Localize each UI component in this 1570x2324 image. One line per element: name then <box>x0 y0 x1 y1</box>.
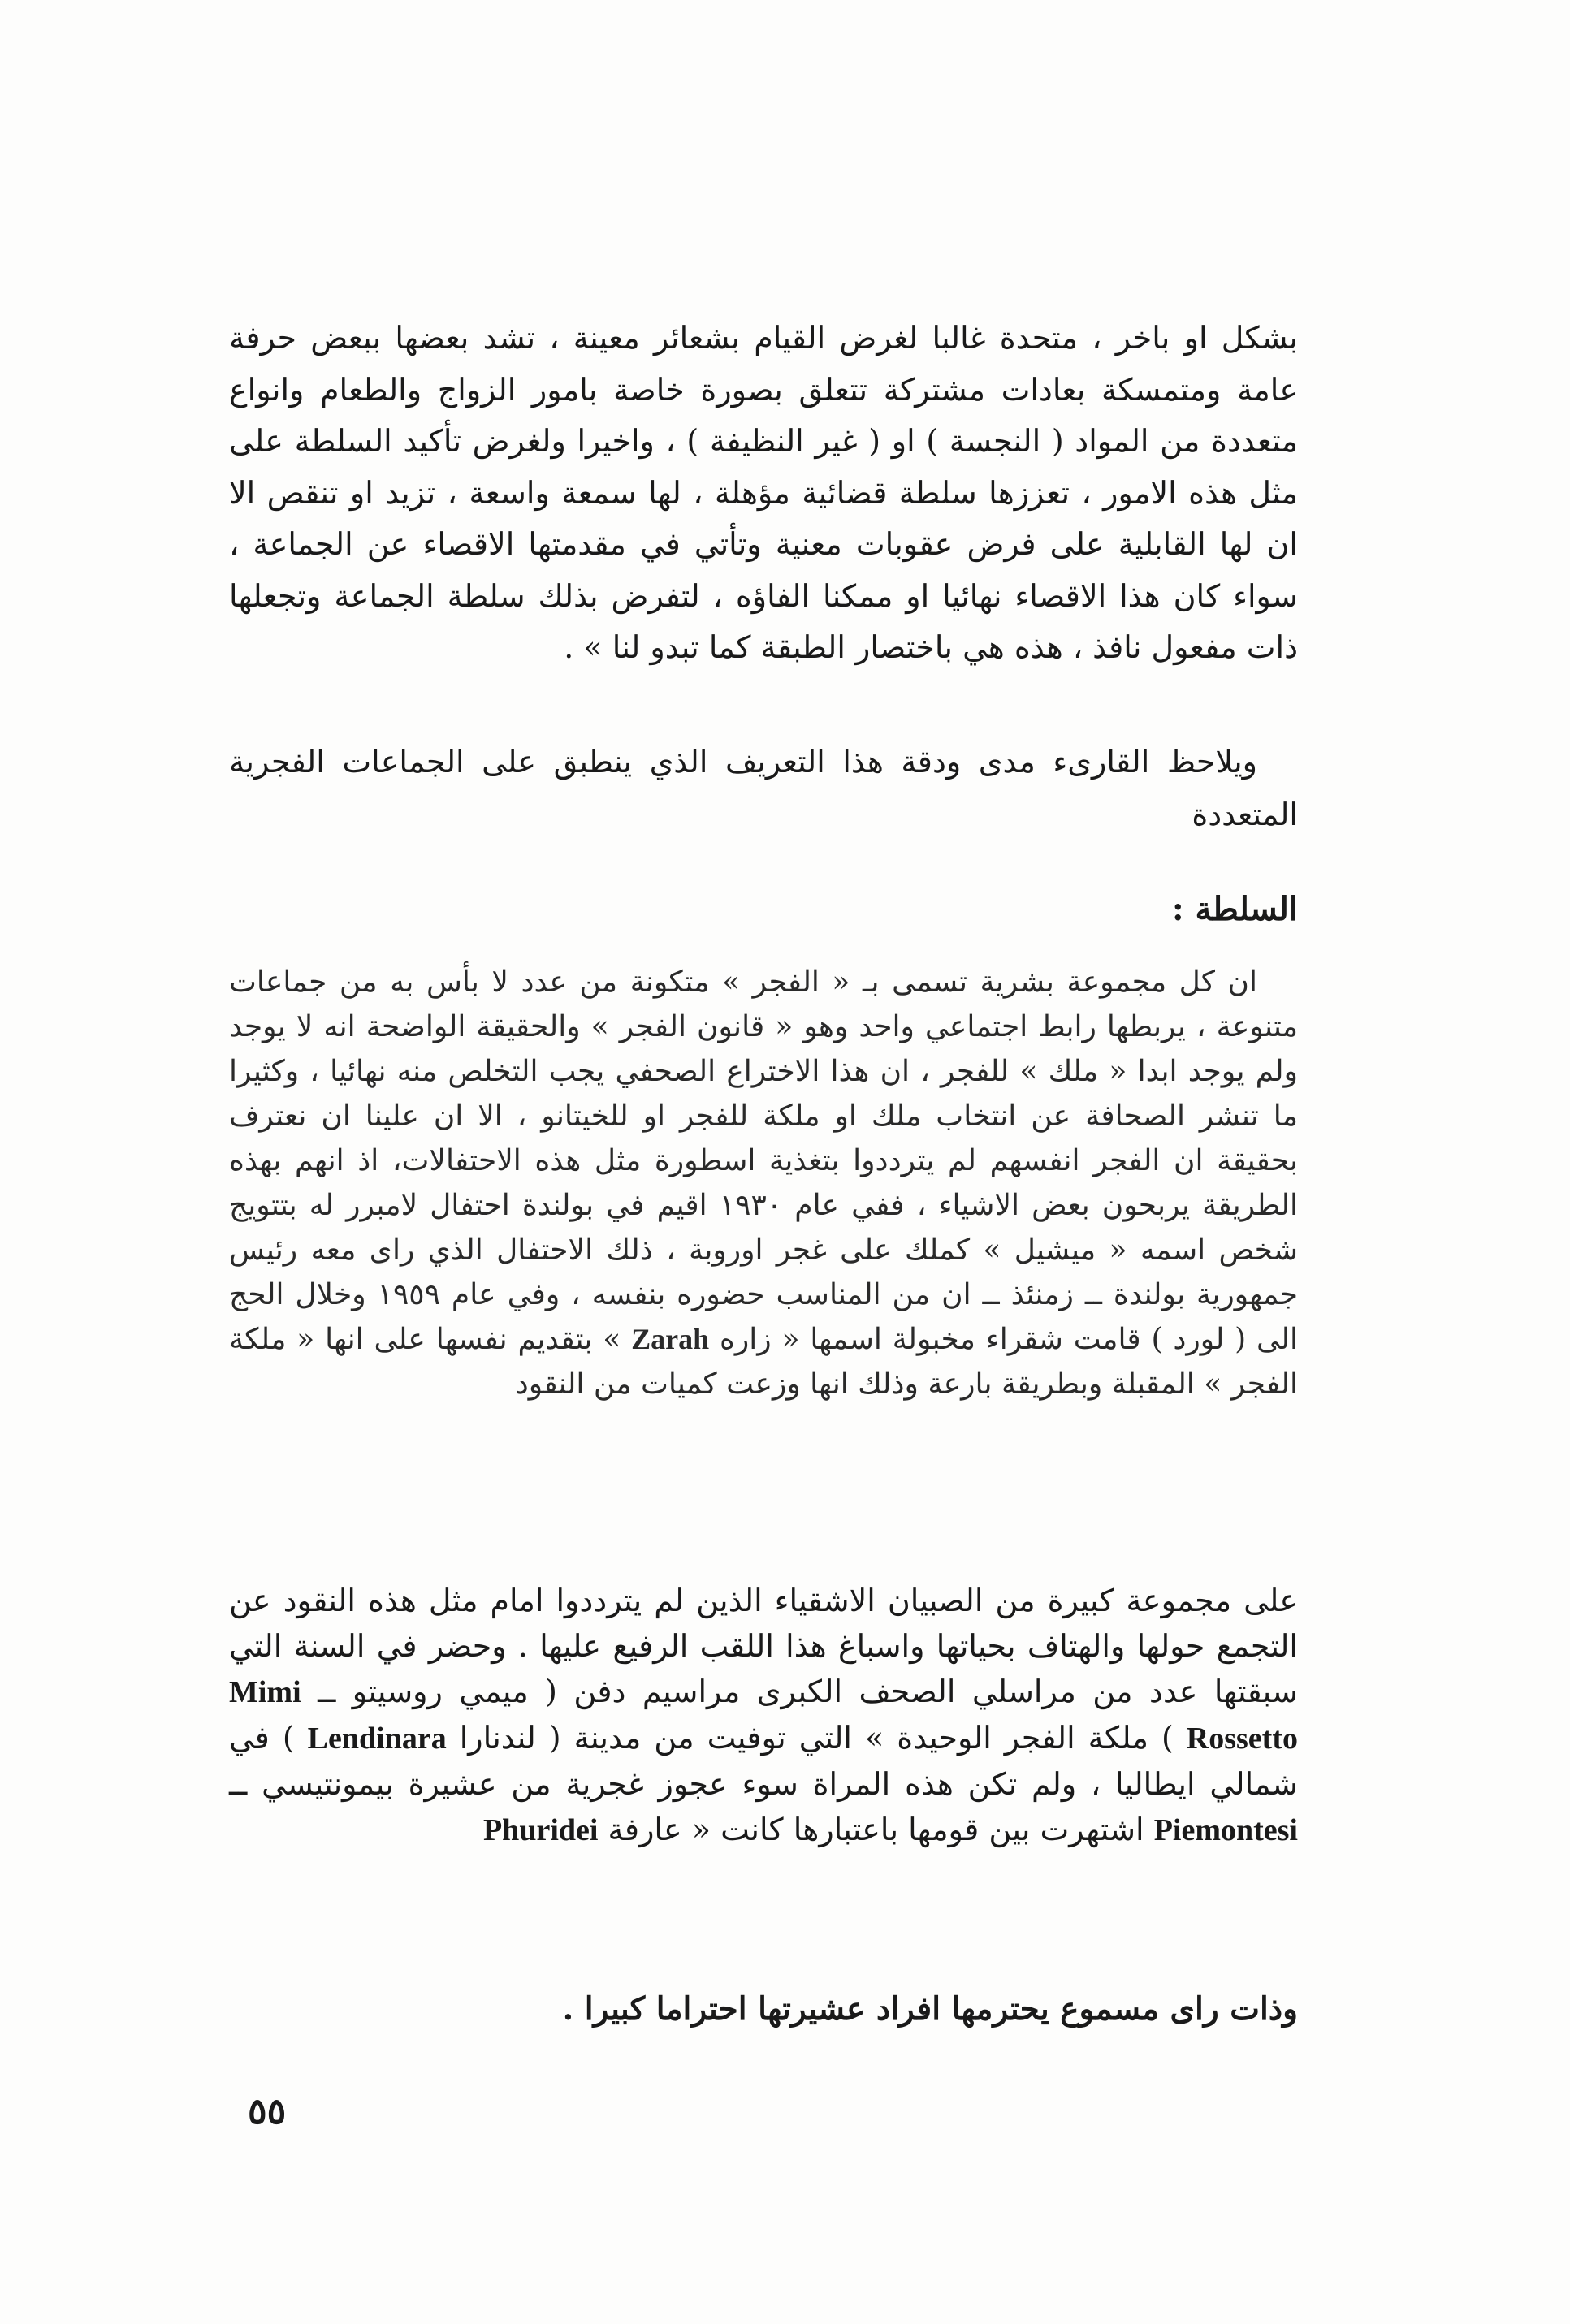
latin-name-phuridei: Phuridei <box>482 1813 599 1847</box>
latin-name-mimi-rossetto: Mimi Rossetto <box>229 1675 1298 1756</box>
latin-name-piemontesi: Piemontesi <box>1153 1813 1298 1847</box>
paragraph-4-part-a: على مجموعة كبيرة من الصبيان الاشقياء الذين لم يترددوا امام مثل هذه النقود عن التجمع حولها والهتاف بحياتها واسباغ هذا اللقب الرفيع عليها . وحضر في السنة التي سبقتها عدد من مراسلي الصحف الكبرى مراسيم دفن ( ميمي روسيتو ــ <box>229 1583 1298 1709</box>
paragraph-3 <box>229 960 1298 1406</box>
latin-name-lendinara: Lendinara <box>307 1721 447 1756</box>
paragraph-1: بشكل او باخر ، متحدة غالبا لغرض القيام بشعائر معينة ، تشد بعضها ببعض حرفة عامة ومتمسكة بعادات مشتركة تتعلق بصورة خاصة بامور الزواج والطعام وانواع متعددة من المواد ( النجسة ) او ( غير النظيفة ) ، واخيرا ولغرض تأكيد السلطة على مثل هذه الامور ، تعززها سلطة قضائية مؤهلة ، لها سمعة واسعة ، تزيد او تنقص الا ان لها القابلية على فرض عقوبات معنية وتأتي في مقدمتها الاقصاء عن الجماعة ، سواء كان هذا الاقصاء نهائيا او ممكنا الفاؤه ، لتفرض بذلك سلطة الجماعة وتجعلها ذات مفعول نافذ ، هذه هي باختصار الطبقة كما تبدو لنا » . <box>229 320 1298 665</box>
paragraph-4-part-b: ) ملكة الفجر الوحيدة » التي توفيت من مدينة ( لندنارا <box>459 1720 1174 1756</box>
paragraph-4-part-c: ) في شمالي ايطاليا ، ولم تكن هذه المراة سوء عجوز غجرية من عشيرة بيمونتيسي ــ <box>229 1720 1298 1802</box>
paragraph-2: ويلاحظ القارىء مدى ودقة هذا التعريف الذي ينطبق على الجماعات الفجرية المتعددة <box>229 744 1298 832</box>
page-number: ٥٥ <box>248 2091 287 2132</box>
paragraph-5: وذات راى مسموع يحترمها افراد عشيرتها احتراما كبيرا . <box>562 1990 1298 2028</box>
latin-name-zarah: Zarah <box>631 1323 710 1355</box>
paragraph-4 <box>229 1578 1298 1853</box>
paragraph-4-part-d: اشتهرت بين قومها باعتبارها كانت « عارفة <box>608 1812 1144 1847</box>
paragraph-3-text: ان كل مجموعة بشرية تسمى بـ « الفجر » متكونة من عدد لا بأس به من جماعات متنوعة ، يربطها رابط اجتماعي واحد وهو « قانون الفجر » والحقيقة الواضحة انه لا يوجد ولم يوجد ابدا « ملك » للفجر ، ان هذا الاختراع الصحفي يجب التخلص منه نهائيا ، وكثيرا ما تنشر الصحافة عن انتخاب ملك او ملكة للفجر او للخيتانو ، الا ان علينا ان نعترف بحقيقة ان الفجر انفسهم لم يترددوا بتغذية اسطورة مثل هذه الاحتفالات، اذ انهم بهذه الطريقة يربحون بعض الاشياء ، ففي عام ١٩٣٠ اقيم في بولندة احتفال لامبرر له بتتويج شخص اسمه « ميشيل » كملك على غجر اوروبة ، ذلك الاحتفال الذي راى معه رئيس جمهورية بولندة ــ زمنئذ ــ ان من المناسب حضوره بنفسه ، وفي عام ١٩٥٩ وخلال الحج الى ( لورد ) قامت شقراء مخبولة اسمها « زاره <box>229 965 1299 1356</box>
section-heading-authority: السلطة : <box>1171 890 1298 928</box>
paragraph-3-end: » بتقديم نفسها على انها « ملكة الفجر » المقبلة وبطريقة بارعة وذلك انها وزعت كميات من النقود <box>229 1323 1298 1401</box>
